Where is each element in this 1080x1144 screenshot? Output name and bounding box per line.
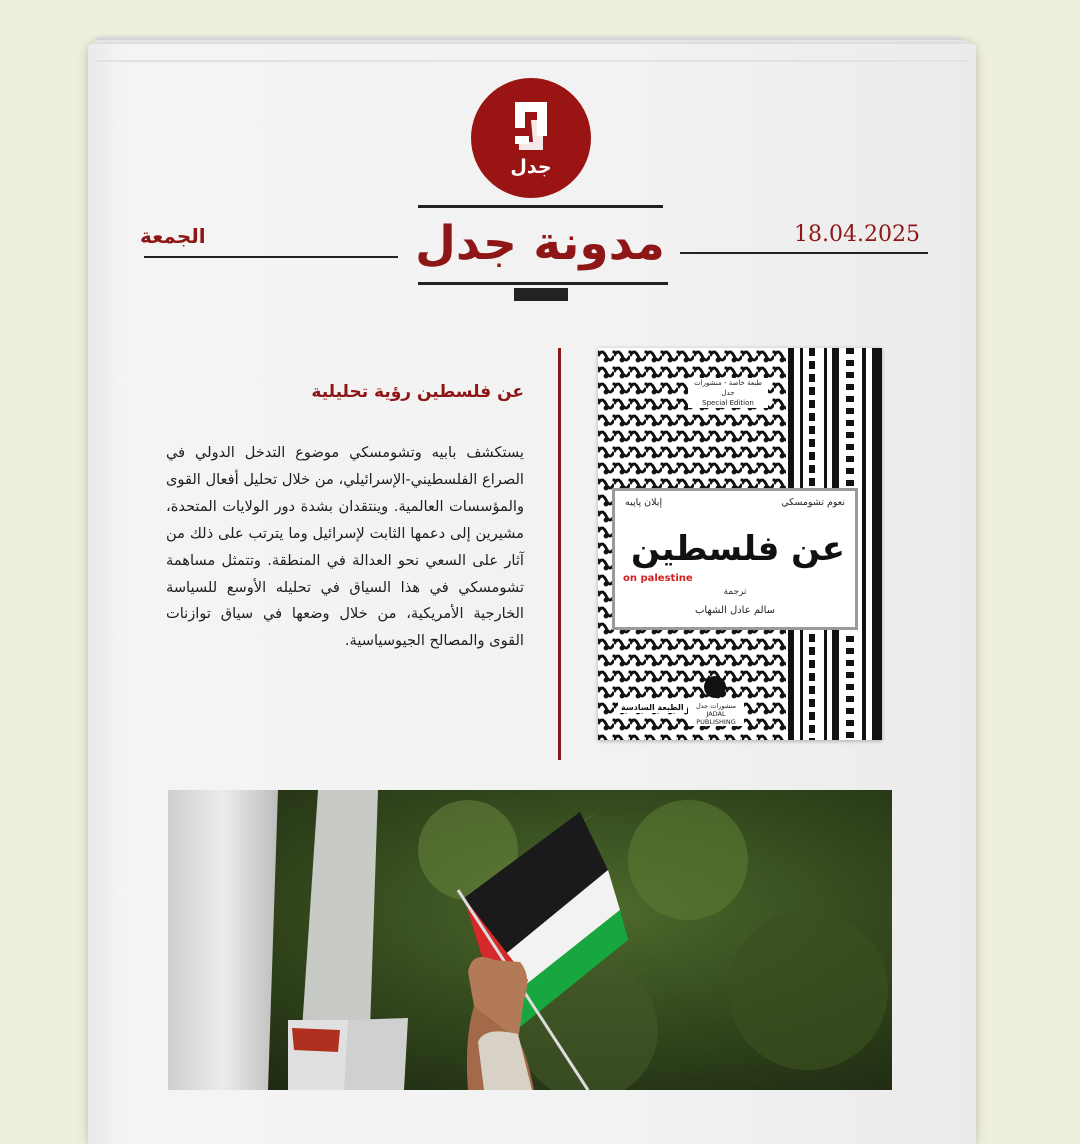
jadal-monogram-icon	[471, 78, 591, 198]
book-cover	[598, 348, 882, 740]
flag-photo	[168, 790, 892, 1090]
day-label: الجمعة	[140, 224, 206, 248]
publisher-emblem-icon	[704, 676, 726, 698]
left-header-rule	[144, 256, 398, 258]
book-top-label: طبعة خاصة - منشورات جدل Special Edition	[688, 378, 768, 408]
translation-label: ترجمة	[723, 587, 747, 597]
logo-text: جدل	[510, 156, 552, 178]
masthead-bottom-rule	[418, 282, 668, 285]
book-authors: نعوم تشومسكي إيلان پاپيه	[625, 497, 845, 508]
translator-name: سالم عادل الشهاب	[694, 605, 776, 616]
book-title-label	[612, 488, 858, 630]
masthead-block	[514, 288, 568, 301]
article-title: عن فلسطين رؤية تحليلية	[311, 382, 524, 402]
book-title: عن فلسطين	[631, 529, 845, 569]
article-body: يستكشف بابيه وتشومسكي موضوع التدخل الدولي في الصراع الفلسطيني-الإسرائيلي، من خلال تحليل أفعال القوى والمؤسسات العالمية. وينتقدان بشدة دور الولايات المتحدة، مشيرين إلى دعمها الثابت لإسرائيل وما يترتب على ذلك من آثار على السعي نحو العدالة في المنطقة. وتتمثل مساهمة تشومسكي في هذا السياق في تحليله الأوسع للسياسة الخارجية الأمريكية، من خلال وضعها في سياق توازنات القوى والمصالح الجيوسياسية.	[166, 444, 524, 650]
right-header-rule	[680, 252, 928, 254]
masthead-title: مدونة جدل	[415, 216, 665, 271]
book-subtitle: on palestine	[623, 573, 693, 584]
column-divider	[558, 348, 561, 760]
protest-photo	[168, 790, 892, 1090]
jadal-logo	[471, 78, 591, 198]
date-label: 18.04.2025	[794, 222, 920, 247]
page-fold-line	[96, 60, 968, 62]
edition-label: الطبعة السادسة	[618, 702, 687, 713]
publisher-label: منشورات جدل JADAL PUBLISHING	[688, 702, 744, 726]
masthead-top-rule	[418, 205, 663, 208]
